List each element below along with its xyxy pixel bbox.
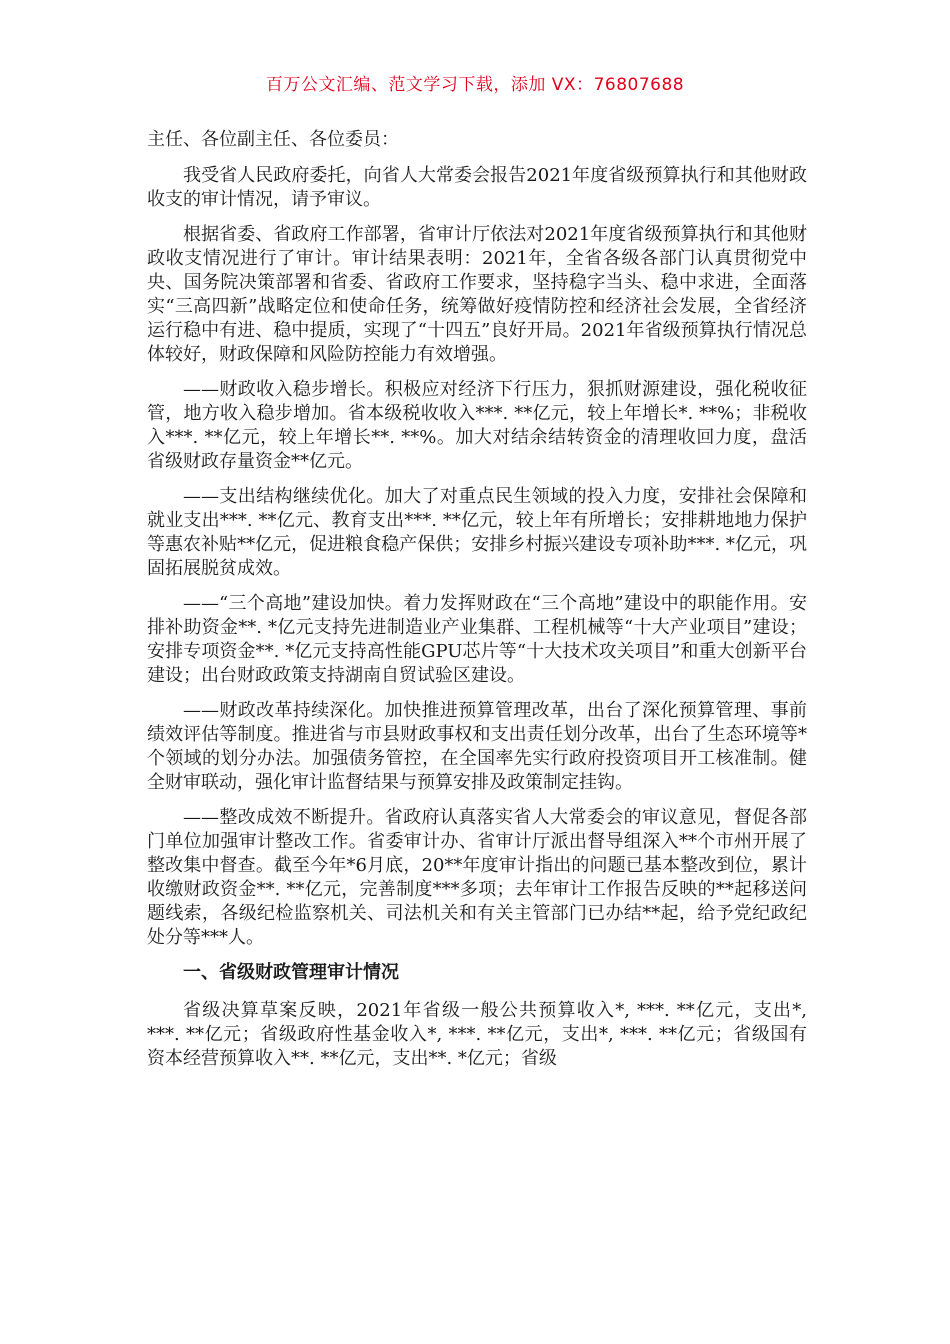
paragraph-expenditure: ——支出结构继续优化。加大了对重点民生领域的投入力度，安排社会保障和就业支出***. **亿元、教育支出***. **亿元，较上年有所增长；安排耕地地力保护等惠农补贴**亿元，促进粮食稳产保供；安排乡村振兴建设专项补助***. *亿元，巩固拓展脱贫成效。 [147,486,807,579]
watermark-header: 百万公文汇编、范文学习下载，添加 VX：76807688 [265,75,685,95]
section-heading: 一、省级财政管理审计情况 [183,962,399,983]
paragraph-three-highlands: ——“三个高地”建设加快。着力发挥财政在“三个高地”建设中的职能作用。安排补助资金**. *亿元支持先进制造业产业集群、工程机械等“十大产业项目”建设；安排专项资金**. *亿元支持高性能GPU芯片等“十大技术攻关项目”和重大创新平台建设；出台财政政策支持湖南自贸试验区建设。 [147,593,807,686]
document-body [147,128,807,1082]
paragraph-rectification: ——整改成效不断提升。省政府认真落实省人大常委会的审议意见，督促各部门单位加强审计整改工作。省委审计办、省审计厅派出督导组深入**个市州开展了整改集中督查。截至今年*6月底，20**年度审计指出的问题已基本整改到位，累计收缴财政资金**. **亿元，完善制度***多项；去年审计工作报告反映的**起移送问题线索，各级纪检监察机关、司法机关和有关主管部门已办结**起，给予党纪政纪处分等***人。 [147,807,807,948]
paragraph-audit-summary: 根据省委、省政府工作部署，省审计厅依法对2021年度省级预算执行和其他财政收支情况进行了审计。审计结果表明：2021年，全省各级各部门认真贯彻党中央、国务院决策部署和省委、省政府工作要求，坚持稳字当头、稳中求进，全面落实“三高四新”战略定位和使命任务，统筹做好疫情防控和经济社会发展，全省经济运行稳中有进、稳中提质，实现了“十四五”良好开局。2021年省级预算执行情况总体较好，财政保障和风险防控能力有效增强。 [147,224,807,365]
paragraph-fiscal-reform: ——财政改革持续深化。加快推进预算管理改革，出台了深化预算管理、事前绩效评估等制度。推进省与市县财政事权和支出责任划分改革，出台了生态环境等*个领域的划分办法。加强债务管控，在全国率先实行政府投资项目开工核准制。健全财审联动，强化审计监督结果与预算安排及政策制定挂钩。 [147,700,807,793]
paragraph-intro: 我受省人民政府委托，向省人大常委会报告2021年度省级预算执行和其他财政收支的审计情况，请予审议。 [147,165,807,210]
paragraph-revenue: ——财政收入稳步增长。积极应对经济下行压力，狠抓财源建设，强化税收征管，地方收入稳步增加。省本级税收收入***. **亿元，较上年增长*. **%；非税收入***. **亿元，较上年增长**. **%。加大对结余结转资金的清理收回力度，盘活省级财政存量资金**亿元。 [147,379,807,472]
salutation: 主任、各位副主任、各位委员： [147,129,399,150]
paragraph-section-1: 省级决算草案反映，2021年省级一般公共预算收入*, ***. **亿元，支出*, ***. **亿元；省级政府性基金收入*, ***. **亿元，支出*, ***. **亿元；省级国有资本经营预算收入**. **亿元，支出**. *亿元；省级 [147,1000,807,1069]
